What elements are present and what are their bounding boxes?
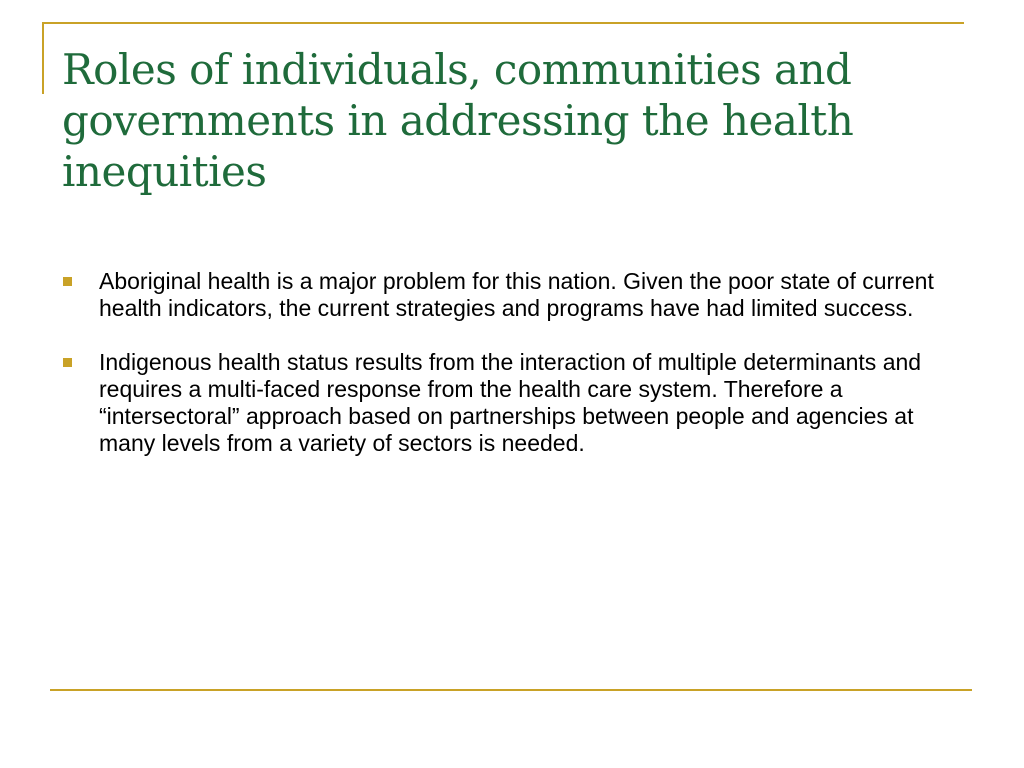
bullet-item — [62, 268, 962, 322]
bullet-text: Indigenous health status results from the interaction of multiple determinants and requires a multi-faced response from the health care system. Therefore a “intersectoral” approach based on partnerships between people and agencies at many levels from a variety of sectors is needed. — [99, 348, 922, 456]
bullet-item — [62, 349, 962, 457]
square-bullet-icon — [63, 277, 72, 286]
square-bullet-icon — [63, 358, 72, 367]
left-corner-rule — [42, 22, 44, 94]
bullet-text: Aboriginal health is a major problem for this nation. Given the poor state of current health indicators, the current strategies and programs have had limited success. — [99, 268, 934, 321]
bottom-rule — [50, 689, 972, 691]
slide-title: Roles of individuals, communities and governments in addressing the health inequities — [62, 45, 854, 197]
top-rule — [42, 22, 964, 24]
bullet-list — [62, 268, 962, 483]
